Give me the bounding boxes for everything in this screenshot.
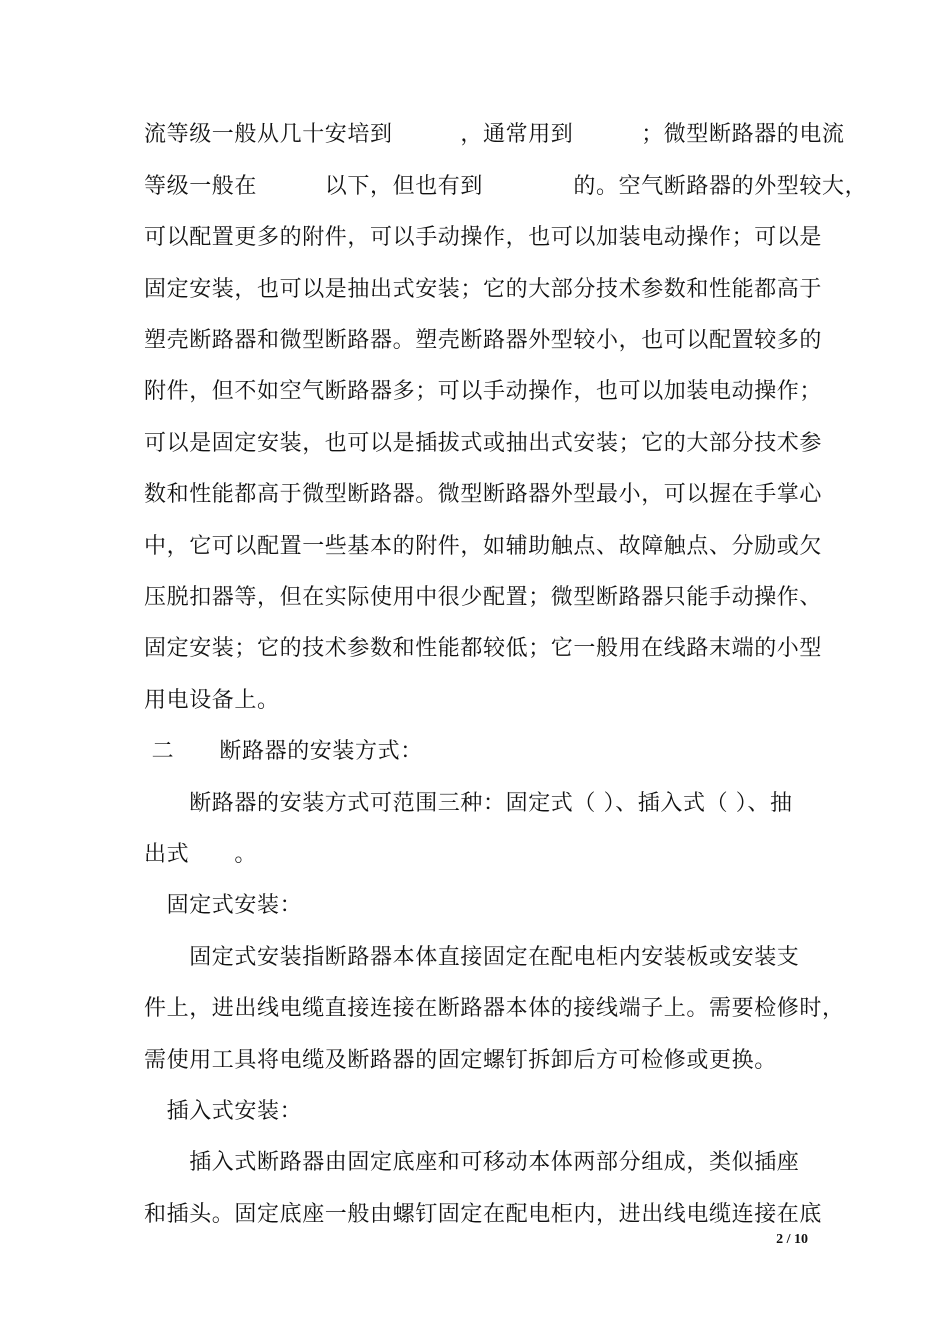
text-line: 件上，进出线电缆直接连接在断路器本体的接线端子上。需要检修时，	[144, 996, 845, 1021]
subsection-heading: 插入式安装：	[144, 1099, 303, 1124]
text-line: 附件，但不如空气断路器多；可以手动操作，也可以加装电动操作；	[144, 379, 823, 404]
text-line: 流等级一般从几十安培到 ，通常用到 ；微型断路器的电流	[144, 122, 845, 147]
section-heading: 二 断路器的安装方式：	[144, 739, 423, 764]
text-line: 固定式安装指断路器本体直接固定在配电柜内安装板或安装支	[144, 945, 800, 970]
text-line: 需使用工具将电缆及断路器的固定螺钉拆卸后方可检修或更换。	[144, 1048, 777, 1073]
text-line: 和插头。固定底座一般由螺钉固定在配电柜内，进出线电缆连接在底	[144, 1202, 823, 1227]
text-line: 插入式断路器由固定底座和可移动本体两部分组成，类似插座	[144, 1150, 800, 1175]
text-line: 固定安装；它的技术参数和性能都较低；它一般用在线路末端的小型	[144, 636, 823, 661]
text-line: 可以是固定安装，也可以是插拔式或抽出式安装；它的大部分技术参	[144, 431, 823, 456]
text-line: 压脱扣器等，但在实际使用中很少配置；微型断路器只能手动操作、	[144, 585, 823, 610]
text-line: 固定安装，也可以是抽出式安装；它的大部分技术参数和性能都高于	[144, 277, 823, 302]
text-line: 用电设备上。	[144, 688, 280, 713]
text-line: 可以配置更多的附件，可以手动操作，也可以加装电动操作；可以是	[144, 225, 823, 250]
text-line: 等级一般在 以下，但也有到 的。空气断路器的外型较大，	[144, 174, 868, 199]
text-line: 断路器的安装方式可范围三种：固定式（ ）、插入式（ ）、抽	[144, 791, 793, 816]
text-line: 出式 。	[144, 842, 258, 867]
text-line: 塑壳断路器和微型断路器。塑壳断路器外型较小，也可以配置较多的	[144, 328, 823, 353]
page-number: 2 / 10	[776, 1232, 808, 1247]
subsection-heading: 固定式安装：	[144, 893, 303, 918]
text-line: 中，它可以配置一些基本的附件，如辅助触点、故障触点、分励或欠	[144, 534, 823, 559]
text-line: 数和性能都高于微型断路器。微型断路器外型最小，可以握在手掌心	[144, 482, 823, 507]
